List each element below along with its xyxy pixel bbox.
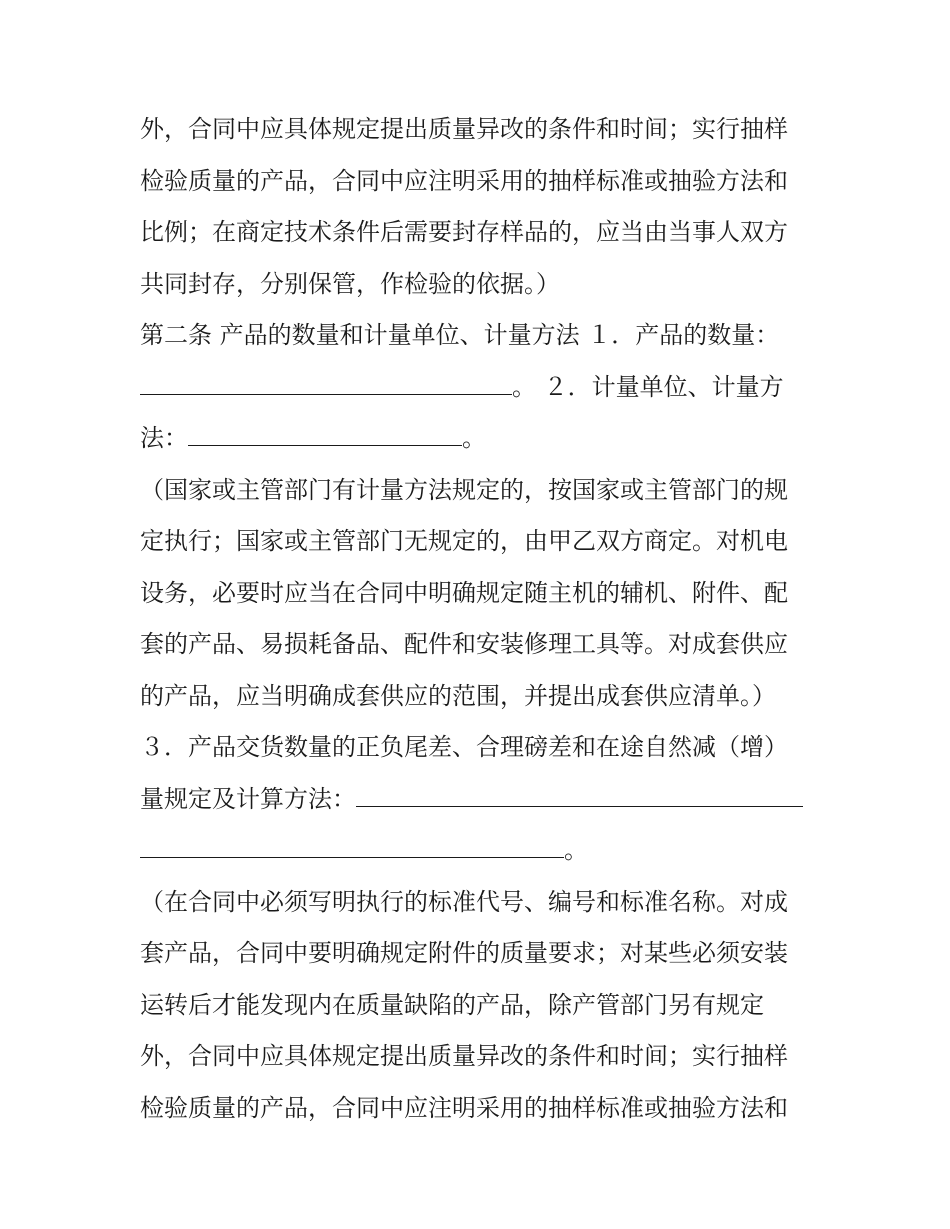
text-line: 外，合同中应具体规定提出质量异改的条件和时间；实行抽样 [140,1042,788,1070]
text-line: 共同封存，分别保管，作检验的依据。） [140,269,560,298]
text-fragment: 。 ２．计量单位、计量方 [512,372,784,401]
text-line: 运转后才能发现内在质量缺陷的产品，除产管部门另有规定 [140,990,764,1019]
text-line: 设务，必要时应当在合同中明确规定随主机的辅机、附件、配 [140,578,788,607]
quantity-blank[interactable] [140,364,512,395]
quantity-line [140,362,820,414]
unit-method-blank[interactable] [188,415,462,446]
calc-method-continued-line [140,825,820,877]
calc-method-blank-continued[interactable] [140,827,564,858]
article-2-heading-line: 第二条 产品的数量和计量单位、计量方法 １．产品的数量： [140,321,780,349]
text-line: ３．产品交货数量的正负尾差、合理磅差和在途自然减（增） [140,733,788,761]
calc-method-line [140,774,820,826]
text-line: 套的产品、易损耗备品、配件和安装修理工具等。对成套供应 [140,630,788,658]
text-line: 比例；在商定技术条件后需要封存样品的，应当由当事人双方 [140,218,788,246]
text-line: （国家或主管部门有计量方法规定的，按国家或主管部门的规 [140,475,788,504]
text-line: 检验质量的产品，合同中应注明采用的抽样标准或抽验方法和 [140,1093,788,1122]
document-page [140,104,820,1134]
text-line: 检验质量的产品，合同中应注明采用的抽样标准或抽验方法和 [140,166,788,195]
text-fragment: 法： [140,424,188,452]
unit-method-line [140,413,820,465]
text-fragment: 。 [462,424,486,452]
text-fragment: 量规定及计算方法： [140,784,356,813]
calc-method-blank[interactable] [356,776,803,807]
text-line: 的产品，应当明确成套供应的范围，并提出成套供应清单。） [140,681,776,710]
text-line: 套产品，合同中要明确规定附件的质量要求；对某些必须安装 [140,939,788,967]
text-fragment: 。 [564,836,588,864]
text-line: （在合同中必须写明执行的标准代号、编号和标准名称。对成 [140,887,788,916]
text-line: 定执行；国家或主管部门无规定的，由甲乙双方商定。对机电 [140,527,788,555]
text-line: 外，合同中应具体规定提出质量异改的条件和时间；实行抽样 [140,115,788,143]
